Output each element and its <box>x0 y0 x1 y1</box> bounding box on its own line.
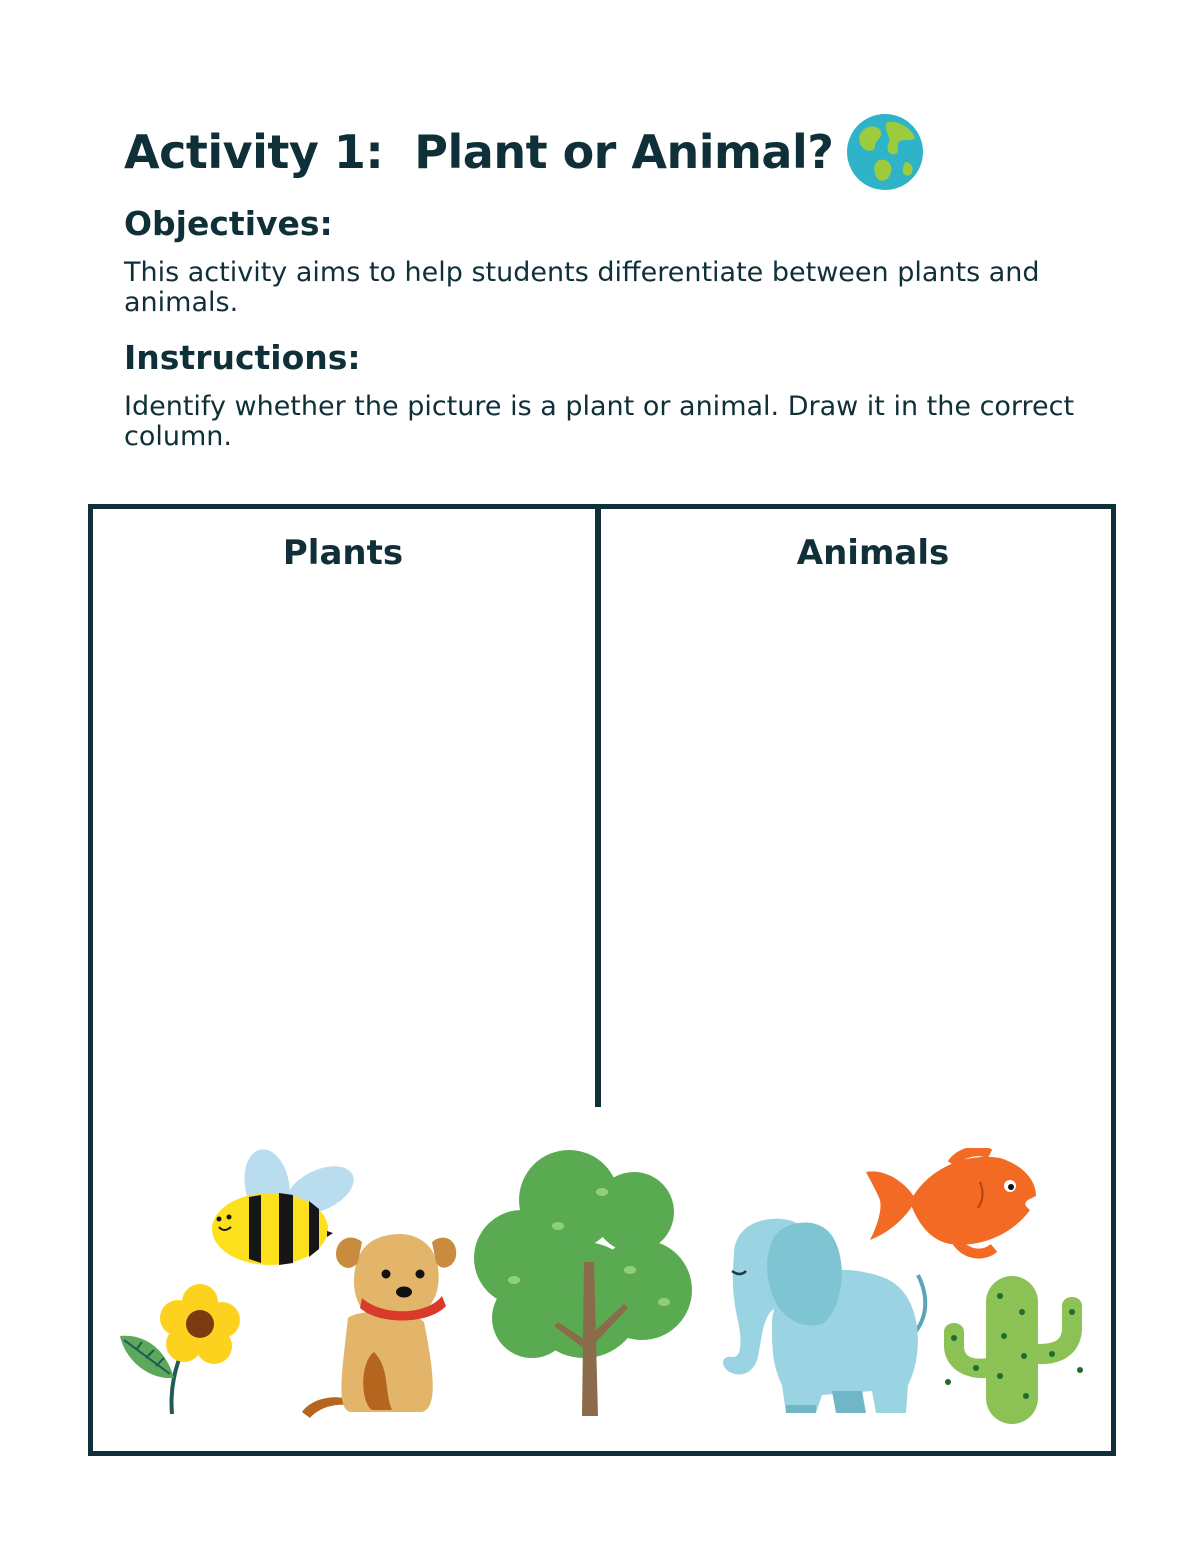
page-title: Activity 1: Plant or Animal? <box>124 125 834 179</box>
instructions-text: Identify whether the picture is a plant or animal. Draw it in the correct column. <box>124 391 1075 452</box>
tree-icon <box>474 1150 699 1420</box>
fish-icon <box>860 1148 1040 1263</box>
title-row <box>124 112 925 192</box>
objectives-heading: Objectives: <box>124 204 333 243</box>
plants-column-header: Plants <box>282 533 404 573</box>
instructions-heading: Instructions: <box>124 338 361 377</box>
flower-icon <box>116 1280 246 1420</box>
dog-icon <box>296 1222 461 1427</box>
column-divider <box>595 504 601 1107</box>
cactus-icon <box>940 1272 1088 1427</box>
animals-column-header: Animals <box>796 533 950 573</box>
objectives-text: This activity aims to help students differentiate between plants and animals. <box>124 257 1040 318</box>
globe-icon <box>845 112 925 192</box>
